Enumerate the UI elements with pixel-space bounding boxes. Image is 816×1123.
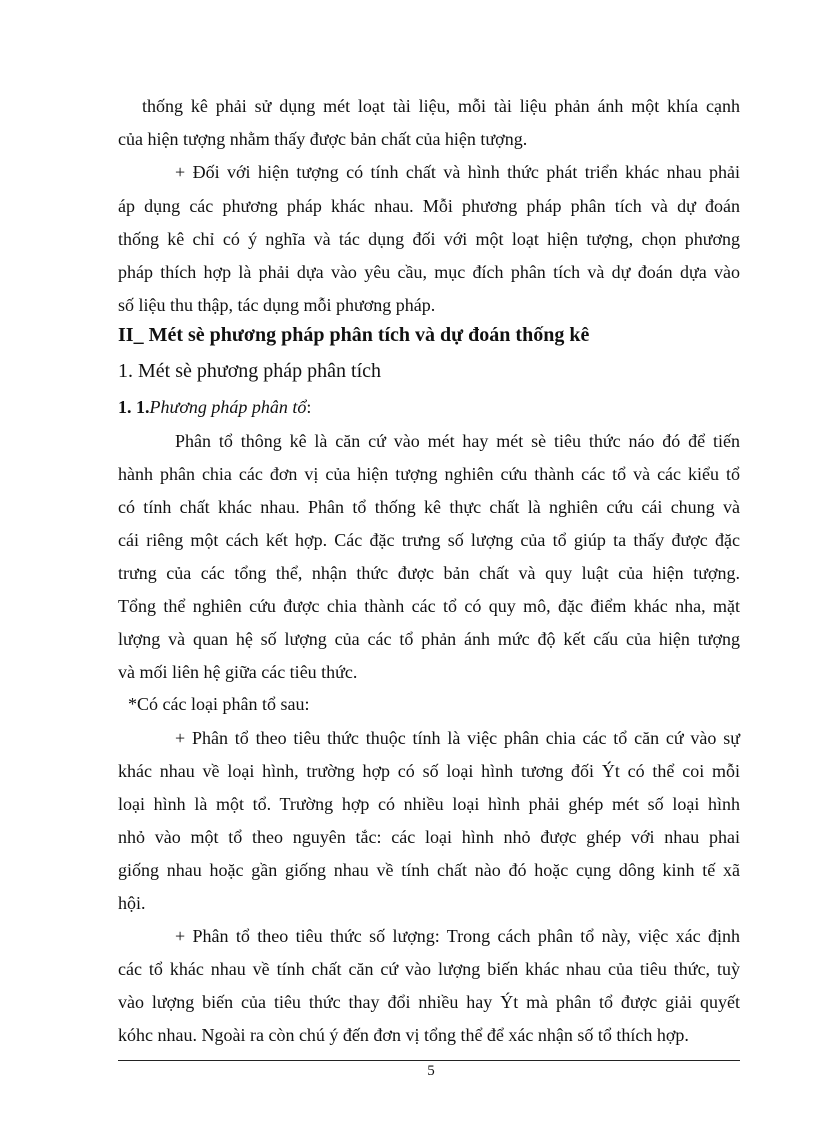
paragraph-line: và mối liên hệ giữa các tiêu thức. bbox=[118, 662, 358, 682]
paragraph-line: hội. bbox=[118, 893, 146, 913]
paragraph-line: loại hình là một tổ. Trường hợp có nhiều loại hình phải ghép mét số loại hình bbox=[118, 794, 740, 814]
section-heading: II_ Mét sè phương pháp phân tích và dự đoán thống kê bbox=[118, 324, 590, 346]
paragraph-line: Tổng thể nghiên cứu được chia thành các tổ có quy mô, đặc điểm khác nha, mặt bbox=[118, 596, 740, 616]
paragraph-line: các tổ khác nhau về tính chất căn cứ vào lượng biến khác nhau của tiêu thức, tuỳ bbox=[118, 959, 740, 979]
paragraph-line: thống kê chỉ có ý nghĩa và tác dụng đối với một loạt hiện tượng, chọn phương bbox=[118, 229, 740, 249]
paragraph-line: + Đối với hiện tượng có tính chất và hình thức phát triển khác nhau phải bbox=[175, 162, 740, 182]
subsection-heading: 1. Mét sè phương pháp phân tích bbox=[118, 360, 382, 382]
heading-number: 1. 1. bbox=[118, 397, 150, 417]
page-number: 5 bbox=[427, 1063, 435, 1079]
paragraph-line: Phân tổ thông kê là căn cứ vào mét hay mét sè tiêu thức náo đó để tiến bbox=[175, 431, 740, 451]
paragraph-line: + Phân tổ theo tiêu thức số lượng: Trong cách phân tổ này, việc xác định bbox=[175, 926, 740, 946]
sub-subsection-heading bbox=[118, 397, 311, 418]
paragraph-line: thống kê phải sử dụng mét loạt tài liệu, mỗi tài liệu phản ánh một khía cạnh bbox=[142, 96, 740, 116]
paragraph-line: + Phân tổ theo tiêu thức thuộc tính là việc phân chia các tổ căn cứ vào sự bbox=[175, 728, 740, 748]
paragraph-line: pháp thích hợp là phải dựa vào yêu cầu, mục đích phân tích và dự đoán dựa vào bbox=[118, 262, 740, 282]
paragraph-line: giống nhau hoặc gần giống nhau về tính chất nào đó hoặc cụng dông kinh tế xã bbox=[118, 860, 740, 880]
paragraph-line: trưng của các tổng thể, nhận thức được bản chất và quy luật của hiện tượng. bbox=[118, 563, 740, 583]
paragraph-line: vào lượng biến của tiêu thức thay đổi nhiều hay Ýt mà phân tổ được giải quyết bbox=[118, 992, 740, 1012]
paragraph-line: có tính chất khác nhau. Phân tổ thống kê thực chất là nghiên cứu cái chung và bbox=[118, 497, 740, 517]
heading-colon: : bbox=[306, 397, 312, 417]
paragraph-line: hành phân chia các đơn vị của hiện tượng nghiên cứu thành các tổ và các kiểu tổ bbox=[118, 464, 740, 484]
paragraph-line: số liệu thu thập, tác dụng mỗi phương pháp. bbox=[118, 295, 436, 315]
paragraph-line: áp dụng các phương pháp khác nhau. Mỗi phương pháp phân tích và dự đoán bbox=[118, 196, 740, 216]
paragraph-line: lượng và quan hệ số lượng của các tổ phản ánh mức độ kết cấu của hiện tượng bbox=[118, 629, 740, 649]
paragraph-line: cái riêng một cách kết hợp. Các đặc trưng số lượng của tổ giúp ta thấy được đặc bbox=[118, 530, 740, 550]
paragraph-line: nhỏ vào một tổ theo nguyên tắc: các loại hình nhỏ được ghép với nhau phai bbox=[118, 827, 740, 847]
paragraph-line: của hiện tượng nhằm thấy được bản chất của hiện tượng. bbox=[118, 129, 528, 149]
heading-title: Phương pháp phân tổ bbox=[149, 397, 307, 417]
footer-rule bbox=[118, 1060, 740, 1061]
paragraph-line: kóhc nhau. Ngoài ra còn chú ý đến đơn vị tổng thể để xác nhận số tổ thích hợp. bbox=[118, 1025, 689, 1045]
paragraph-line: khác nhau về loại hình, trường hợp có số loại hình tương đối Ýt có thể coi mỗi bbox=[118, 761, 740, 781]
paragraph-line: *Có các loại phân tổ sau: bbox=[128, 694, 310, 714]
